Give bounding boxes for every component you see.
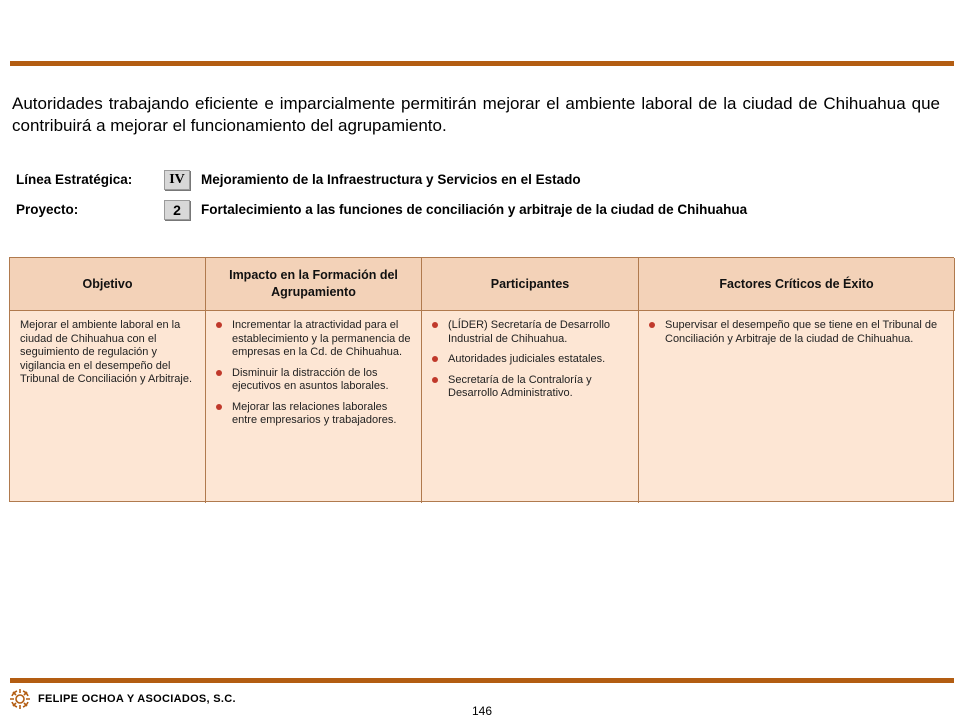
- bullet-icon: [216, 370, 222, 376]
- bullet-icon: [432, 322, 438, 328]
- list-item: Incrementar la atractividad para el establecimiento y la permanencia de empresas en la Cd. de Chihuahua.: [216, 319, 411, 360]
- cell-factores: [639, 311, 955, 503]
- linea-label: Línea Estratégica:: [16, 172, 133, 187]
- bullet-icon: [432, 377, 438, 383]
- header-factores: Factores Críticos de Éxito: [639, 258, 955, 311]
- list-item: Secretaría de la Contraloría y Desarrollo Administrativo.: [432, 374, 628, 401]
- strategy-table: [9, 257, 954, 502]
- participantes-list: [432, 319, 628, 401]
- list-item: Mejorar las relaciones laborales entre empresarios y trabajadores.: [216, 401, 411, 428]
- proyecto-text: Fortalecimiento a las funciones de conciliación y arbitraje de la ciudad de Chihuahua: [201, 202, 748, 217]
- bullet-icon: [216, 404, 222, 410]
- bottom-rule: [10, 678, 954, 683]
- list-item: Autoridades judiciales estatales.: [432, 353, 628, 367]
- bullet-icon: [216, 322, 222, 328]
- proyecto-label: Proyecto:: [16, 202, 79, 217]
- list-item: Supervisar el desempeño que se tiene en el Tribunal de Conciliación y Arbitraje de la ciudad de Chihuahua.: [649, 319, 945, 346]
- bullet-icon: [649, 322, 655, 328]
- header-impacto: Impacto en la Formación del Agrupamiento: [206, 258, 422, 311]
- cell-participantes: [422, 311, 639, 503]
- company-logo-icon: [8, 687, 32, 711]
- intro-paragraph: Autoridades trabajando eficiente e imparcialmente permitirán mejorar el ambiente laboral de la ciudad de Chihuahua que contribuirá a mejorar el funcionamiento del agrupamiento.: [12, 94, 940, 135]
- cell-impacto: [206, 311, 422, 503]
- page-number: 146: [472, 704, 493, 718]
- linea-code-badge: IV: [164, 170, 190, 190]
- bullet-icon: [432, 356, 438, 362]
- list-item: Disminuir la distracción de los ejecutivos en asuntos laborales.: [216, 367, 411, 394]
- header-objetivo: Objetivo: [10, 258, 206, 311]
- linea-text: Mejoramiento de la Infraestructura y Servicios en el Estado: [201, 172, 581, 187]
- proyecto-code-badge: 2: [164, 200, 190, 220]
- impacto-list: [216, 319, 411, 428]
- cell-objetivo: Mejorar el ambiente laboral en la ciudad de Chihuahua con el seguimiento de regulación y vigilancia en el desempeño del Tribunal de Conciliación y Arbitraje.: [10, 311, 206, 503]
- company-name: FELIPE OCHOA Y ASOCIADOS, S.C.: [38, 693, 236, 705]
- factores-list: [649, 319, 945, 346]
- top-rule: [10, 61, 954, 66]
- list-item: (LÍDER) Secretaría de Desarrollo Industrial de Chihuahua.: [432, 319, 628, 346]
- header-participantes: Participantes: [422, 258, 639, 311]
